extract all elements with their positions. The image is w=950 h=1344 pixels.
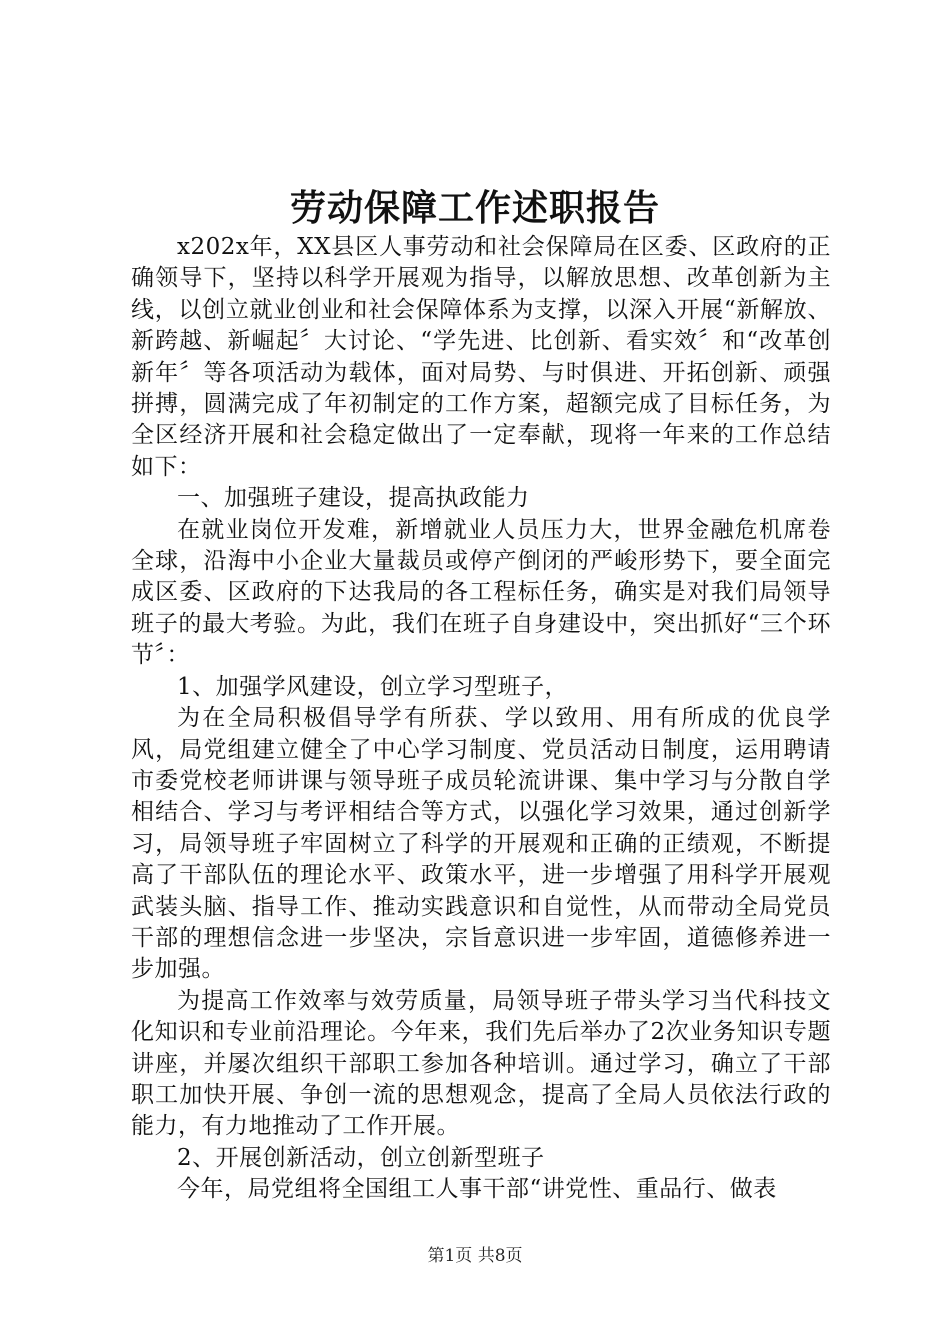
- paragraph-innovation: 今年，局党组将全国组工人事干部“讲党性、重品行、做表: [177, 1176, 777, 1203]
- paragraph-intro: x202x年，XX县区人事劳动和社会保障局在区委、区政府的正确领导下，坚持以科学开展观为指导，以解放思想、改革创新为主线，以创立就业创业和社会保障体系为支撑，以深入开展“新解放、新跨越、新崛起〞大讨论、“学先进、比创新、看实效〞和“改革创新年〞等各项活动为载体，面对局势、与时俱进、开拓创新、顽强拼搏，圆满完成了年初制定的工作方案，超额完成了目标任务，为全区经济开展和社会稳定做出了一定奉献，现将一年来的工作总结如下：: [131, 234, 831, 480]
- page-number-footer: 第1页 共8页: [427, 1246, 523, 1266]
- paragraph-efficiency: 为提高工作效率与效劳质量，局领导班子带头学习当代科技文化知识和专业前沿理论。今年来，我们先后举办了2次业务知识专题讲座，并屡次组织干部职工参加各种培训。通过学习，确立了干部职工加快开展、争创一流的思想观念，提高了全局人员依法行政的能力，有力地推动了工作开展。: [131, 987, 831, 1140]
- subsection-heading-2: 2、开展创新活动，创立创新型班子: [177, 1144, 545, 1171]
- section-heading-1: 一、加强班子建设，提高执政能力: [177, 485, 530, 512]
- document-title: 劳动保障工作述职报告: [289, 187, 660, 229]
- paragraph-study-style: 为在全局积极倡导学有所获、学以致用、用有所成的优良学风，局党组建立健全了中心学习制度、党员活动日制度，运用聘请市委党校老师讲课与领导班子成员轮流讲课、集中学习与分散自学相结合、学习与考评相结合等方式，以强化学习效果，通过创新学习，局领导班子牢固树立了科学的开展观和正确的正绩观，不断提高了干部队伍的理论水平、政策水平，进一步增强了用科学开展观武装头脑、指导工作、推动实践意识和自觉性，从而带动全局党员干部的理想信念进一步坚决，宗旨意识进一步牢固，道德修养进一步加强。: [131, 705, 831, 983]
- paragraph-section-1: 在就业岗位开发难，新增就业人员压力大，世界金融危机席卷全球，沿海中小企业大量裁员或停产倒闭的严峻形势下，要全面完成区委、区政府的下达我局的各工程标任务，确实是对我们局领导班子的最大考验。为此，我们在班子自身建设中，突出抓好“三个环节〞：: [131, 516, 831, 669]
- document-body: [131, 232, 831, 1206]
- subsection-heading-1: 1、加强学风建设，创立学习型班子，: [177, 673, 569, 700]
